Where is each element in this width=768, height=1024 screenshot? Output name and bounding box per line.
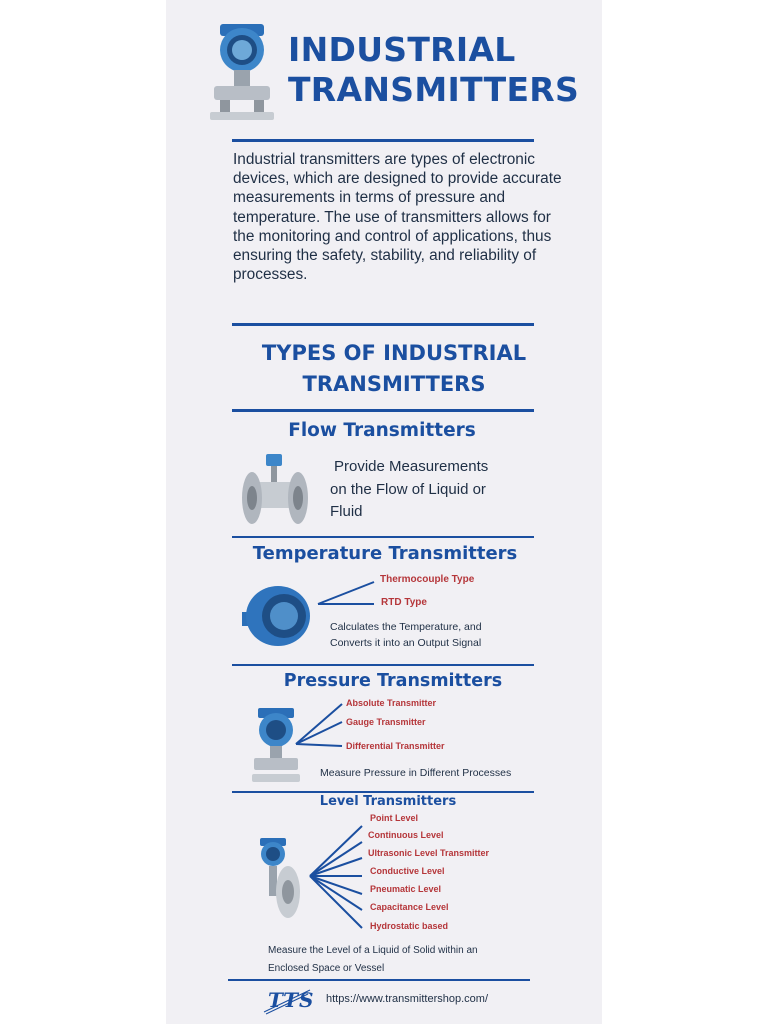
types-title-line-2: TRANSMITTERS <box>302 372 486 396</box>
temperature-connector-lines <box>316 576 376 610</box>
level-description <box>268 942 538 978</box>
title-line-1: INDUSTRIAL <box>288 30 516 69</box>
temperature-item-rtd: RTD Type <box>381 597 427 608</box>
level-item-hydrostatic: Hydrostatic based <box>370 921 449 931</box>
level-item-continuous: Continuous Level <box>368 830 444 840</box>
level-item-conductive: Conductive Level <box>370 866 445 876</box>
flow-transmitter-image <box>240 452 310 530</box>
flow-desc-line-2: on the Flow of Liquid or <box>330 480 486 498</box>
company-logo-text: TTS <box>268 988 315 1012</box>
title-line-2: TRANSMITTERS <box>288 70 580 109</box>
level-connector-lines <box>306 820 366 932</box>
level-desc-line-2: Enclosed Space or Vessel <box>268 963 385 974</box>
level-desc-line-1: Measure the Level of a Liquid of Solid within an <box>268 945 478 956</box>
website-link[interactable]: https://www.transmittershop.com/ <box>326 993 488 1005</box>
divider <box>232 536 534 538</box>
pressure-item-absolute: Absolute Transmitter <box>346 698 437 708</box>
level-item-capacitance: Capacitance Level <box>370 902 449 912</box>
divider <box>228 979 530 981</box>
divider <box>232 791 534 793</box>
flow-desc-line-3: Fluid <box>330 503 363 520</box>
level-heading: Level Transmitters <box>319 794 457 809</box>
temperature-description <box>330 619 530 651</box>
intro-paragraph: Industrial transmitters are types of electronic devices, which are designed to provide accurate measurements in terms of pressure and temperature. The use of transmitters allows for the monitoring and control of applications, thus ensuring the safety, stability, and reliability of processes. <box>233 151 562 284</box>
temperature-desc-line-2: Converts it into an Output Signal <box>330 637 482 649</box>
flow-heading: Flow Transmitters <box>288 420 476 441</box>
divider <box>232 409 534 412</box>
pressure-heading: Pressure Transmitters <box>283 671 503 691</box>
pressure-item-gauge: Gauge Transmitter <box>346 717 426 727</box>
divider <box>232 664 534 666</box>
temperature-heading: Temperature Transmitters <box>252 543 518 564</box>
pressure-description: Measure Pressure in Different Processes <box>320 767 512 779</box>
flow-description <box>330 456 530 524</box>
flow-desc-line-1: Provide Measurements <box>334 458 489 475</box>
temperature-transmitter-image <box>240 582 312 648</box>
level-transmitter-image <box>254 836 302 922</box>
level-item-ultrasonic: Ultrasonic Level Transmitter <box>368 848 490 858</box>
pressure-connector-lines <box>294 700 346 750</box>
pressure-transmitter-image <box>206 20 278 124</box>
level-item-point: Point Level <box>370 813 419 823</box>
page-title <box>288 30 588 110</box>
divider <box>232 139 534 142</box>
pressure-item-differential: Differential Transmitter <box>346 741 445 751</box>
divider <box>232 323 534 326</box>
temperature-desc-line-1: Calculates the Temperature, and <box>330 621 482 633</box>
level-item-pneumatic: Pneumatic Level <box>370 884 442 894</box>
types-title <box>232 338 556 400</box>
temperature-item-thermocouple: Thermocouple Type <box>380 574 475 585</box>
types-title-line-1: TYPES OF INDUSTRIAL <box>261 341 527 365</box>
